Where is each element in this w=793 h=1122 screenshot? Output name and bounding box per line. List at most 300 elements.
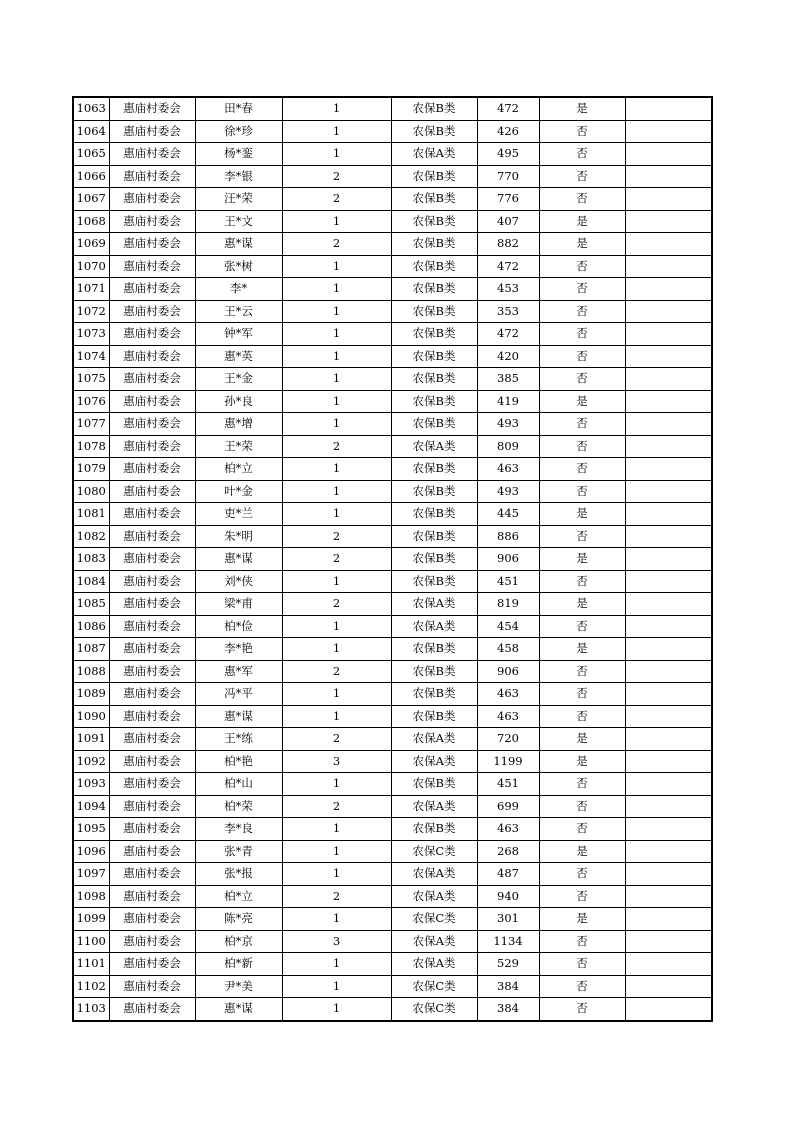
cell-remark [625, 435, 712, 458]
cell-amount: 819 [477, 593, 539, 616]
cell-index: 1102 [73, 975, 109, 998]
cell-count: 2 [282, 165, 391, 188]
cell-name: 王*云 [195, 300, 282, 323]
cell-village: 惠庙村委会 [109, 863, 195, 886]
cell-flag: 否 [539, 975, 625, 998]
cell-index: 1099 [73, 908, 109, 931]
cell-name: 尹*美 [195, 975, 282, 998]
cell-category: 农保C类 [391, 998, 477, 1021]
cell-count: 1 [282, 210, 391, 233]
cell-index: 1093 [73, 773, 109, 796]
cell-index: 1084 [73, 570, 109, 593]
cell-index: 1079 [73, 458, 109, 481]
cell-village: 惠庙村委会 [109, 435, 195, 458]
cell-category: 农保C类 [391, 975, 477, 998]
cell-remark [625, 818, 712, 841]
cell-remark [625, 750, 712, 773]
cell-category: 农保C类 [391, 840, 477, 863]
cell-name: 惠*英 [195, 345, 282, 368]
cell-flag: 否 [539, 435, 625, 458]
table-row [73, 930, 712, 953]
cell-remark [625, 390, 712, 413]
table-row [73, 233, 712, 256]
cell-category: 农保B类 [391, 345, 477, 368]
cell-remark [625, 323, 712, 346]
cell-index: 1100 [73, 930, 109, 953]
cell-amount: 699 [477, 795, 539, 818]
cell-remark [625, 255, 712, 278]
cell-amount: 906 [477, 548, 539, 571]
cell-village: 惠庙村委会 [109, 750, 195, 773]
cell-flag: 否 [539, 863, 625, 886]
cell-category: 农保A类 [391, 435, 477, 458]
cell-name: 惠*增 [195, 413, 282, 436]
cell-name: 钟*军 [195, 323, 282, 346]
cell-flag: 否 [539, 660, 625, 683]
cell-category: 农保B类 [391, 368, 477, 391]
cell-village: 惠庙村委会 [109, 795, 195, 818]
cell-amount: 493 [477, 413, 539, 436]
cell-amount: 451 [477, 570, 539, 593]
cell-count: 1 [282, 458, 391, 481]
cell-remark [625, 683, 712, 706]
cell-remark [625, 458, 712, 481]
cell-name: 张*报 [195, 863, 282, 886]
cell-category: 农保B类 [391, 165, 477, 188]
cell-name: 田*春 [195, 97, 282, 120]
cell-village: 惠庙村委会 [109, 143, 195, 166]
cell-category: 农保B类 [391, 278, 477, 301]
cell-category: 农保C类 [391, 908, 477, 931]
cell-category: 农保B类 [391, 705, 477, 728]
cell-amount: 463 [477, 683, 539, 706]
cell-village: 惠庙村委会 [109, 368, 195, 391]
table-row [73, 863, 712, 886]
cell-category: 农保B类 [391, 525, 477, 548]
cell-count: 2 [282, 548, 391, 571]
table-row [73, 143, 712, 166]
cell-flag: 是 [539, 638, 625, 661]
cell-count: 1 [282, 863, 391, 886]
cell-amount: 445 [477, 503, 539, 526]
cell-flag: 是 [539, 593, 625, 616]
cell-village: 惠庙村委会 [109, 210, 195, 233]
cell-name: 孙*良 [195, 390, 282, 413]
cell-category: 农保A类 [391, 795, 477, 818]
cell-flag: 是 [539, 503, 625, 526]
cell-name: 柏*荣 [195, 795, 282, 818]
cell-count: 3 [282, 750, 391, 773]
cell-amount: 384 [477, 998, 539, 1021]
cell-index: 1103 [73, 998, 109, 1021]
cell-remark [625, 728, 712, 751]
cell-name: 冯*平 [195, 683, 282, 706]
table-row [73, 503, 712, 526]
cell-name: 李*银 [195, 165, 282, 188]
cell-amount: 453 [477, 278, 539, 301]
table-row [73, 97, 712, 120]
cell-remark [625, 300, 712, 323]
cell-amount: 809 [477, 435, 539, 458]
cell-category: 农保A类 [391, 750, 477, 773]
table-row [73, 593, 712, 616]
cell-name: 柏*京 [195, 930, 282, 953]
cell-category: 农保B类 [391, 210, 477, 233]
cell-count: 1 [282, 705, 391, 728]
cell-name: 王*文 [195, 210, 282, 233]
cell-category: 农保A类 [391, 863, 477, 886]
cell-index: 1068 [73, 210, 109, 233]
cell-count: 1 [282, 143, 391, 166]
cell-village: 惠庙村委会 [109, 885, 195, 908]
table-row [73, 728, 712, 751]
cell-flag: 是 [539, 97, 625, 120]
cell-count: 1 [282, 345, 391, 368]
cell-amount: 906 [477, 660, 539, 683]
cell-remark [625, 503, 712, 526]
cell-village: 惠庙村委会 [109, 548, 195, 571]
cell-amount: 882 [477, 233, 539, 256]
table-row [73, 908, 712, 931]
table-row [73, 278, 712, 301]
table-row [73, 345, 712, 368]
cell-amount: 1134 [477, 930, 539, 953]
cell-amount: 487 [477, 863, 539, 886]
cell-count: 1 [282, 638, 391, 661]
table-row [73, 683, 712, 706]
cell-count: 2 [282, 525, 391, 548]
cell-count: 1 [282, 480, 391, 503]
cell-flag: 否 [539, 480, 625, 503]
cell-index: 1080 [73, 480, 109, 503]
cell-flag: 否 [539, 525, 625, 548]
cell-remark [625, 525, 712, 548]
cell-name: 柏*新 [195, 953, 282, 976]
cell-flag: 否 [539, 143, 625, 166]
cell-count: 1 [282, 300, 391, 323]
cell-category: 农保B类 [391, 188, 477, 211]
cell-flag: 否 [539, 885, 625, 908]
cell-index: 1089 [73, 683, 109, 706]
cell-flag: 是 [539, 390, 625, 413]
table-row [73, 638, 712, 661]
cell-name: 徐*珍 [195, 120, 282, 143]
cell-flag: 是 [539, 210, 625, 233]
cell-flag: 是 [539, 750, 625, 773]
cell-category: 农保B类 [391, 300, 477, 323]
cell-name: 柏*艳 [195, 750, 282, 773]
cell-name: 王*金 [195, 368, 282, 391]
cell-count: 1 [282, 255, 391, 278]
table-row [73, 548, 712, 571]
cell-index: 1083 [73, 548, 109, 571]
cell-amount: 493 [477, 480, 539, 503]
cell-count: 3 [282, 930, 391, 953]
cell-village: 惠庙村委会 [109, 503, 195, 526]
cell-count: 2 [282, 795, 391, 818]
cell-category: 农保B类 [391, 660, 477, 683]
cell-count: 1 [282, 683, 391, 706]
table-row [73, 525, 712, 548]
cell-flag: 否 [539, 953, 625, 976]
cell-index: 1097 [73, 863, 109, 886]
cell-count: 1 [282, 413, 391, 436]
cell-remark [625, 233, 712, 256]
cell-remark [625, 210, 712, 233]
cell-name: 梁*甫 [195, 593, 282, 616]
cell-village: 惠庙村委会 [109, 390, 195, 413]
cell-index: 1096 [73, 840, 109, 863]
cell-amount: 1199 [477, 750, 539, 773]
cell-flag: 否 [539, 705, 625, 728]
cell-amount: 776 [477, 188, 539, 211]
cell-count: 1 [282, 323, 391, 346]
table-row [73, 818, 712, 841]
cell-index: 1085 [73, 593, 109, 616]
cell-remark [625, 345, 712, 368]
cell-amount: 301 [477, 908, 539, 931]
cell-name: 惠*谋 [195, 233, 282, 256]
cell-village: 惠庙村委会 [109, 120, 195, 143]
cell-index: 1069 [73, 233, 109, 256]
cell-remark [625, 795, 712, 818]
cell-remark [625, 908, 712, 931]
cell-flag: 是 [539, 728, 625, 751]
cell-category: 农保B类 [391, 390, 477, 413]
cell-remark [625, 368, 712, 391]
cell-index: 1086 [73, 615, 109, 638]
cell-village: 惠庙村委会 [109, 188, 195, 211]
cell-name: 杨*銮 [195, 143, 282, 166]
cell-index: 1078 [73, 435, 109, 458]
cell-category: 农保A类 [391, 885, 477, 908]
table-row [73, 570, 712, 593]
cell-index: 1076 [73, 390, 109, 413]
cell-amount: 407 [477, 210, 539, 233]
cell-count: 2 [282, 660, 391, 683]
cell-village: 惠庙村委会 [109, 660, 195, 683]
cell-count: 2 [282, 593, 391, 616]
cell-count: 1 [282, 908, 391, 931]
cell-amount: 451 [477, 773, 539, 796]
cell-flag: 否 [539, 120, 625, 143]
cell-remark [625, 953, 712, 976]
cell-index: 1095 [73, 818, 109, 841]
cell-name: 张*树 [195, 255, 282, 278]
cell-name: 李* [195, 278, 282, 301]
cell-amount: 385 [477, 368, 539, 391]
cell-category: 农保B类 [391, 233, 477, 256]
cell-village: 惠庙村委会 [109, 728, 195, 751]
table-row [73, 323, 712, 346]
cell-flag: 否 [539, 818, 625, 841]
cell-flag: 是 [539, 840, 625, 863]
cell-remark [625, 413, 712, 436]
cell-name: 王*荣 [195, 435, 282, 458]
cell-village: 惠庙村委会 [109, 975, 195, 998]
cell-flag: 否 [539, 930, 625, 953]
cell-index: 1066 [73, 165, 109, 188]
cell-village: 惠庙村委会 [109, 233, 195, 256]
cell-name: 惠*谋 [195, 548, 282, 571]
cell-name: 柏*立 [195, 458, 282, 481]
cell-amount: 419 [477, 390, 539, 413]
cell-amount: 353 [477, 300, 539, 323]
cell-village: 惠庙村委会 [109, 413, 195, 436]
cell-name: 刘*侠 [195, 570, 282, 593]
cell-remark [625, 165, 712, 188]
cell-amount: 495 [477, 143, 539, 166]
table-row [73, 413, 712, 436]
cell-village: 惠庙村委会 [109, 818, 195, 841]
cell-count: 1 [282, 615, 391, 638]
cell-name: 惠*谋 [195, 705, 282, 728]
cell-village: 惠庙村委会 [109, 840, 195, 863]
cell-village: 惠庙村委会 [109, 638, 195, 661]
cell-flag: 否 [539, 300, 625, 323]
cell-village: 惠庙村委会 [109, 930, 195, 953]
cell-category: 农保B类 [391, 570, 477, 593]
table-row [73, 750, 712, 773]
table-row [73, 188, 712, 211]
cell-name: 柏*俭 [195, 615, 282, 638]
table-row [73, 120, 712, 143]
cell-category: 农保B类 [391, 120, 477, 143]
cell-category: 农保B类 [391, 323, 477, 346]
cell-remark [625, 120, 712, 143]
cell-amount: 940 [477, 885, 539, 908]
cell-count: 1 [282, 818, 391, 841]
cell-count: 1 [282, 773, 391, 796]
cell-amount: 463 [477, 705, 539, 728]
cell-name: 王*练 [195, 728, 282, 751]
cell-remark [625, 143, 712, 166]
cell-remark [625, 975, 712, 998]
cell-name: 柏*立 [195, 885, 282, 908]
cell-count: 2 [282, 885, 391, 908]
cell-flag: 否 [539, 998, 625, 1021]
cell-category: 农保B类 [391, 683, 477, 706]
cell-index: 1090 [73, 705, 109, 728]
table-row [73, 435, 712, 458]
cell-amount: 472 [477, 323, 539, 346]
cell-count: 2 [282, 435, 391, 458]
cell-index: 1072 [73, 300, 109, 323]
cell-amount: 529 [477, 953, 539, 976]
cell-flag: 否 [539, 165, 625, 188]
cell-name: 汪*荣 [195, 188, 282, 211]
cell-index: 1073 [73, 323, 109, 346]
cell-village: 惠庙村委会 [109, 615, 195, 638]
table-row [73, 210, 712, 233]
cell-village: 惠庙村委会 [109, 998, 195, 1021]
cell-name: 柏*山 [195, 773, 282, 796]
cell-village: 惠庙村委会 [109, 97, 195, 120]
cell-index: 1074 [73, 345, 109, 368]
cell-amount: 463 [477, 818, 539, 841]
cell-village: 惠庙村委会 [109, 300, 195, 323]
cell-category: 农保B类 [391, 458, 477, 481]
cell-name: 惠*军 [195, 660, 282, 683]
cell-category: 农保A类 [391, 930, 477, 953]
cell-index: 1087 [73, 638, 109, 661]
cell-village: 惠庙村委会 [109, 458, 195, 481]
cell-flag: 否 [539, 795, 625, 818]
cell-name: 朱*明 [195, 525, 282, 548]
cell-village: 惠庙村委会 [109, 705, 195, 728]
cell-village: 惠庙村委会 [109, 278, 195, 301]
cell-name: 惠*谋 [195, 998, 282, 1021]
cell-amount: 720 [477, 728, 539, 751]
cell-village: 惠庙村委会 [109, 683, 195, 706]
cell-category: 农保B类 [391, 638, 477, 661]
cell-flag: 否 [539, 255, 625, 278]
table-row [73, 458, 712, 481]
table-row [73, 480, 712, 503]
cell-amount: 472 [477, 97, 539, 120]
cell-village: 惠庙村委会 [109, 953, 195, 976]
cell-index: 1063 [73, 97, 109, 120]
cell-index: 1067 [73, 188, 109, 211]
cell-count: 1 [282, 975, 391, 998]
cell-flag: 否 [539, 683, 625, 706]
cell-flag: 否 [539, 570, 625, 593]
cell-category: 农保B类 [391, 503, 477, 526]
cell-village: 惠庙村委会 [109, 323, 195, 346]
cell-index: 1082 [73, 525, 109, 548]
table-row [73, 660, 712, 683]
cell-village: 惠庙村委会 [109, 773, 195, 796]
table-row [73, 953, 712, 976]
cell-flag: 是 [539, 548, 625, 571]
cell-village: 惠庙村委会 [109, 345, 195, 368]
cell-name: 陈*亮 [195, 908, 282, 931]
cell-count: 1 [282, 840, 391, 863]
cell-name: 李*艳 [195, 638, 282, 661]
cell-category: 农保B类 [391, 548, 477, 571]
cell-remark [625, 840, 712, 863]
cell-flag: 否 [539, 773, 625, 796]
cell-remark [625, 615, 712, 638]
cell-index: 1092 [73, 750, 109, 773]
cell-count: 1 [282, 570, 391, 593]
cell-index: 1065 [73, 143, 109, 166]
cell-count: 1 [282, 390, 391, 413]
cell-flag: 否 [539, 615, 625, 638]
cell-count: 1 [282, 97, 391, 120]
cell-name: 吏*兰 [195, 503, 282, 526]
table-row [73, 255, 712, 278]
table-row [73, 773, 712, 796]
cell-remark [625, 885, 712, 908]
cell-category: 农保B类 [391, 818, 477, 841]
cell-count: 1 [282, 120, 391, 143]
cell-amount: 770 [477, 165, 539, 188]
table-row [73, 975, 712, 998]
cell-category: 农保A类 [391, 615, 477, 638]
cell-flag: 否 [539, 458, 625, 481]
cell-village: 惠庙村委会 [109, 525, 195, 548]
cell-category: 农保B类 [391, 413, 477, 436]
cell-village: 惠庙村委会 [109, 908, 195, 931]
table-row [73, 390, 712, 413]
cell-amount: 384 [477, 975, 539, 998]
cell-village: 惠庙村委会 [109, 255, 195, 278]
cell-village: 惠庙村委会 [109, 165, 195, 188]
cell-name: 叶*金 [195, 480, 282, 503]
table-row [73, 885, 712, 908]
cell-remark [625, 97, 712, 120]
